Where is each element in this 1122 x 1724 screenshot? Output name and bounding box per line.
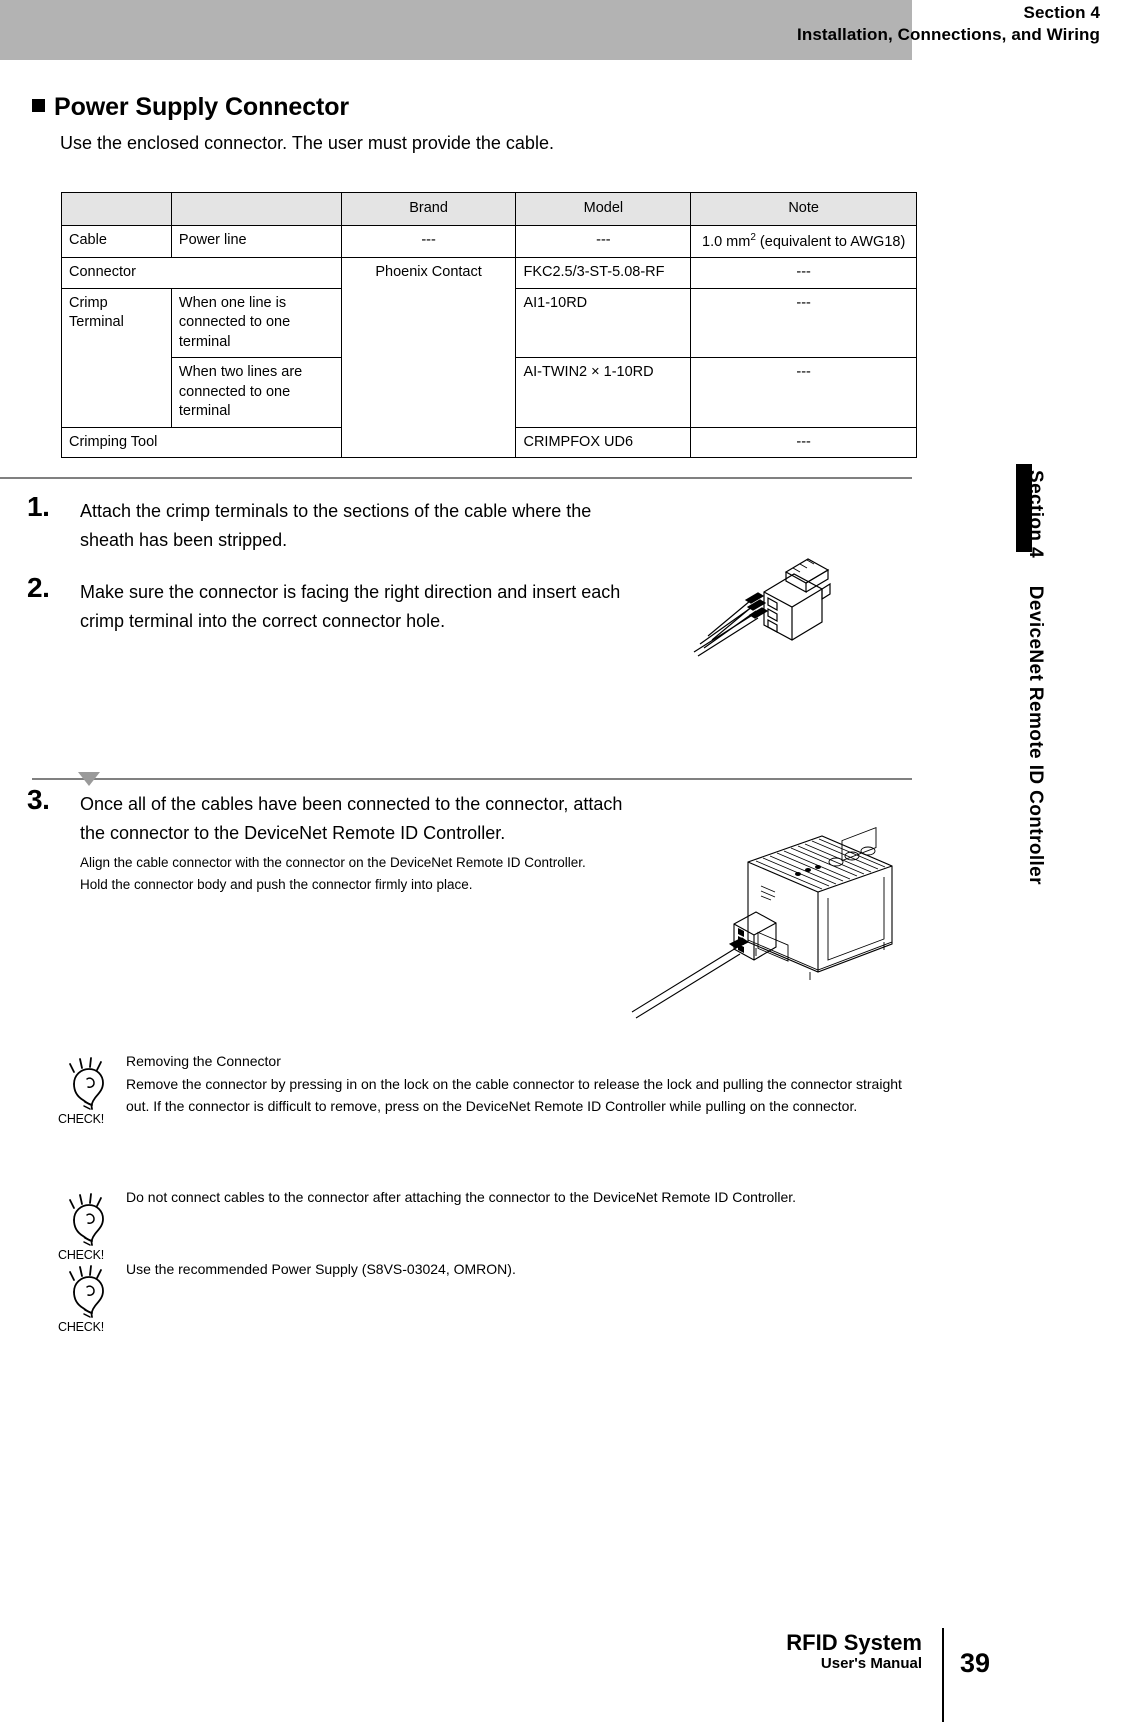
square-bullet-icon bbox=[32, 99, 45, 112]
step-2-number: 2. bbox=[27, 572, 50, 603]
page-header-text bbox=[797, 2, 1100, 47]
side-tab-text bbox=[1006, 470, 1046, 885]
cell-note-connector: --- bbox=[691, 257, 917, 288]
device-connection-illustration bbox=[630, 826, 900, 1031]
table-row bbox=[62, 257, 917, 288]
cell-model-connector: FKC2.5/3-ST-5.08-RF bbox=[516, 257, 691, 288]
header-section-label: Section 4 bbox=[1023, 3, 1100, 22]
check-label-3: CHECK! bbox=[58, 1320, 105, 1334]
cell-brand-cable: --- bbox=[341, 225, 516, 257]
horizontal-divider-middle bbox=[32, 778, 912, 780]
step-1-text: Attach the crimp terminals to the sections of the cable where the sheath has been stripped. bbox=[80, 501, 592, 551]
step-1-number: 1. bbox=[27, 491, 50, 522]
cell-category-crimping-tool: Crimping Tool bbox=[62, 427, 342, 458]
page-header-bar bbox=[0, 0, 912, 60]
side-tab-title: DeviceNet Remote ID Controller bbox=[1025, 585, 1046, 885]
step-3 bbox=[27, 784, 640, 895]
cell-subcategory-two-lines: When two lines are connected to one terminal bbox=[171, 358, 341, 428]
cell-category-cable: Cable bbox=[62, 225, 172, 257]
table-header-note: Note bbox=[691, 193, 917, 226]
table-header-row bbox=[62, 193, 917, 226]
check-note-1-text: Remove the connector by pressing in on the lock on the cable connector to release the lock and pulling the connector straight out. If the connector is difficult to remove, press on the DeviceNet Remote ID Controller while pulling on the connector. bbox=[126, 1075, 902, 1115]
cell-category-connector: Connector bbox=[62, 257, 342, 288]
cell-note-crimpfox: --- bbox=[691, 427, 917, 458]
cell-subcategory-powerline: Power line bbox=[171, 225, 341, 257]
page-number: 39 bbox=[959, 1648, 990, 1678]
table-row bbox=[62, 225, 917, 257]
check-note-1 bbox=[58, 1050, 916, 1126]
step-3-subtext: Align the cable connector with the connector on the DeviceNet Remote ID Controller. Hold the connector body and push the connector firmly into place. bbox=[80, 855, 586, 892]
cell-model-cable: --- bbox=[516, 225, 691, 257]
check-note-2 bbox=[58, 1186, 916, 1262]
footer-product-name: RFID System bbox=[786, 1630, 922, 1655]
side-tab-section: Section 4 bbox=[1025, 470, 1046, 559]
page-title bbox=[32, 93, 349, 122]
cell-model-ai1: AI1-10RD bbox=[516, 288, 691, 358]
connector-wiring-illustration bbox=[690, 552, 840, 667]
table-header-blank2 bbox=[171, 193, 341, 226]
specification-table bbox=[61, 192, 917, 458]
cell-note-aitwin2: --- bbox=[691, 358, 917, 428]
check-note-2-text: Do not connect cables to the connector after attaching the connector to the DeviceNet Remote ID Controller. bbox=[126, 1189, 797, 1205]
check-note-2-body bbox=[126, 1186, 916, 1209]
cell-model-crimpfox: CRIMPFOX UD6 bbox=[516, 427, 691, 458]
check-note-1-title: Removing the Connector bbox=[126, 1053, 281, 1069]
cell-subcategory-one-line: When one line is connected to one terminal bbox=[171, 288, 341, 358]
cell-note-ai1: --- bbox=[691, 288, 917, 358]
triangle-marker-icon bbox=[78, 772, 100, 786]
step-3-number: 3. bbox=[27, 784, 50, 815]
check-label-2: CHECK! bbox=[58, 1248, 105, 1262]
table-header-blank1 bbox=[62, 193, 172, 226]
check-label-1: CHECK! bbox=[58, 1112, 105, 1126]
step-2 bbox=[27, 572, 640, 636]
footer-title bbox=[786, 1630, 922, 1672]
header-subtitle-label: Installation, Connections, and Wiring bbox=[797, 25, 1100, 45]
cell-note-cable: 1.0 $mm^2$ (equivalent to AWG18) bbox=[691, 225, 917, 257]
step-2-text: Make sure the connector is facing the right direction and insert each crimp terminal into the correct connector hole. bbox=[80, 582, 621, 632]
footer-divider bbox=[942, 1628, 944, 1722]
horizontal-divider-top bbox=[0, 477, 912, 479]
step-1 bbox=[27, 491, 640, 555]
intro-paragraph: Use the enclosed connector. The user must provide the cable. bbox=[60, 133, 554, 153]
table-header-model: Model bbox=[516, 193, 691, 226]
check-note-3 bbox=[58, 1258, 916, 1334]
check-note-1-body bbox=[126, 1050, 916, 1118]
page-title-text: Power Supply Connector bbox=[54, 93, 350, 121]
cell-model-aitwin2: AI-TWIN2 × 1-10RD bbox=[516, 358, 691, 428]
table-header-brand: Brand bbox=[341, 193, 516, 226]
check-note-3-text: Use the recommended Power Supply (S8VS-03024, OMRON). bbox=[126, 1261, 516, 1277]
footer-doc-type: User's Manual bbox=[820, 1655, 922, 1672]
cell-category-crimp-terminal: Crimp Terminal bbox=[62, 288, 172, 427]
step-3-text: Once all of the cables have been connected to the connector, attach the connector to the DeviceNet Remote ID Controller. bbox=[80, 794, 623, 844]
cell-brand-phoenix: Phoenix Contact bbox=[341, 257, 516, 458]
check-note-3-body bbox=[126, 1258, 916, 1281]
